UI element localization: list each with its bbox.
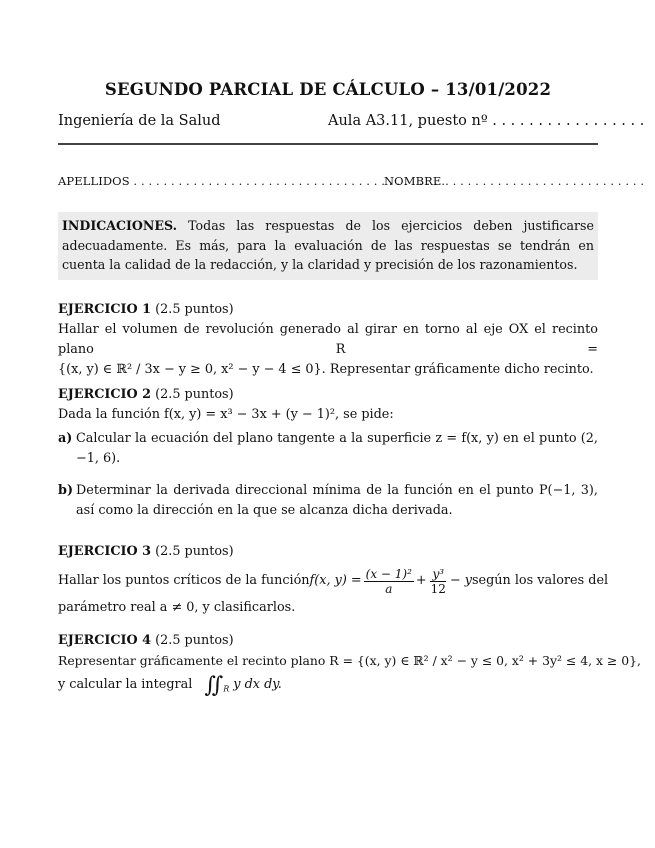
exercise-2-points: (2.5 puntos) — [155, 387, 234, 402]
exercise-3-func: f(x, y) = — [309, 573, 362, 588]
exercise-2 — [58, 385, 598, 521]
exercise-3-line-1 — [58, 564, 609, 598]
part-b-text: Determinar la derivada direccional mínima de la función en el punto P(−1, 3), así como la dirección en la que se alcanza dicha derivada. — [76, 483, 598, 518]
integrand: y dx dy. — [233, 677, 282, 692]
exercise-3-text-pre: Hallar los puntos críticos de la función — [58, 573, 310, 588]
exercise-1-title: EJERCICIO 1 — [58, 302, 152, 317]
exercise-2-heading — [58, 385, 598, 405]
exercise-3-text-line2: parámetro real a ≠ 0, y clasificarlos. — [58, 600, 296, 615]
double-integral — [204, 673, 282, 698]
fraction-2-num: y³ — [432, 566, 445, 581]
fraction-2 — [429, 567, 448, 596]
student-fields — [58, 174, 645, 188]
exercise-3-heading — [58, 542, 598, 562]
fraction-1 — [364, 567, 414, 596]
instructions-box — [58, 212, 598, 280]
part-b-label: b) — [58, 483, 74, 498]
exercise-4-title: EJERCICIO 4 — [58, 633, 152, 648]
exercise-4-text-b: y calcular la integral — [58, 677, 193, 692]
exercise-2-part-a — [58, 429, 598, 469]
exercise-3 — [58, 542, 609, 618]
integral-region: R — [223, 684, 230, 694]
nombre-field: NOMBRE . . . . . . . . . . . . . . . . . . . . . . . . . . . — [384, 174, 645, 188]
plus-sign: + — [415, 573, 427, 588]
degree-name: Ingeniería de la Salud — [58, 113, 221, 129]
exercise-4-heading — [58, 631, 598, 651]
header-divider — [58, 143, 598, 145]
fraction-1-num: (x − 1)² — [365, 566, 412, 581]
apellidos-field: APELLIDOS . . . . . . . . . . . . . . . . . . . . . . . . . . . . . . . . . . . . . . . . . . — [58, 174, 446, 188]
exercise-2-title: EJERCICIO 2 — [58, 387, 152, 402]
exercise-1-text-b: {(x, y) ∈ ℝ² / 3x − y ≥ 0, x² − y − 4 ≤ 0}. Representar gráficamente dicho recinto. — [58, 362, 594, 377]
fraction-1-den: a — [385, 581, 393, 596]
exercise-1-text-a: Hallar el volumen de revolución generado al girar en torno al eje OX el recinto plano R = — [58, 322, 598, 357]
exercise-1-points: (2.5 puntos) — [155, 302, 234, 317]
exercise-3-text-post: según los valores del — [471, 573, 609, 588]
exercise-2-part-b — [58, 481, 598, 521]
exercise-3-points: (2.5 puntos) — [155, 544, 234, 559]
minus-y: − y — [449, 573, 472, 588]
part-a-label: a) — [58, 431, 73, 446]
fraction-2-den: 12 — [430, 581, 446, 596]
instructions-label: INDICACIONES. — [62, 218, 178, 233]
exercise-1-heading — [58, 300, 598, 320]
exercise-3-title: EJERCICIO 3 — [58, 544, 152, 559]
exam-title: SEGUNDO PARCIAL DE CÁLCULO – 13/01/2022 — [104, 80, 552, 99]
exercise-4-points: (2.5 puntos) — [155, 633, 234, 648]
exercise-2-intro: Dada la función f(x, y) = x³ − 3x + (y − 1)², se pide: — [58, 407, 394, 422]
exercise-4-line-2 — [58, 675, 598, 700]
exercise-3-formula — [310, 567, 472, 596]
part-a-text: Calcular la ecuación del plano tangente a la superficie z = f(x, y) en el punto (2, −1, 6). — [76, 431, 598, 466]
instructions-text: Todas las respuestas de los ejercicios deben justificarse adecuadamente. Es más, para la evaluación de las respuestas se tendrán en cuenta la calidad de la redacción, y la claridad y precisión de los razonamientos. — [62, 218, 594, 272]
room-seat: Aula A3.11, puesto nº . . . . . . . . . . . . . . . . . — [328, 113, 645, 129]
exercise-4 — [58, 631, 641, 700]
exercise-1 — [58, 300, 598, 380]
exercise-4-text-a: Representar gráficamente el recinto plano R = {(x, y) ∈ ℝ² / x² − y ≤ 0, x² + 3y² ≤ 4, x ≥ 0}, — [58, 653, 641, 668]
integral-sign: ∬ — [204, 673, 218, 698]
